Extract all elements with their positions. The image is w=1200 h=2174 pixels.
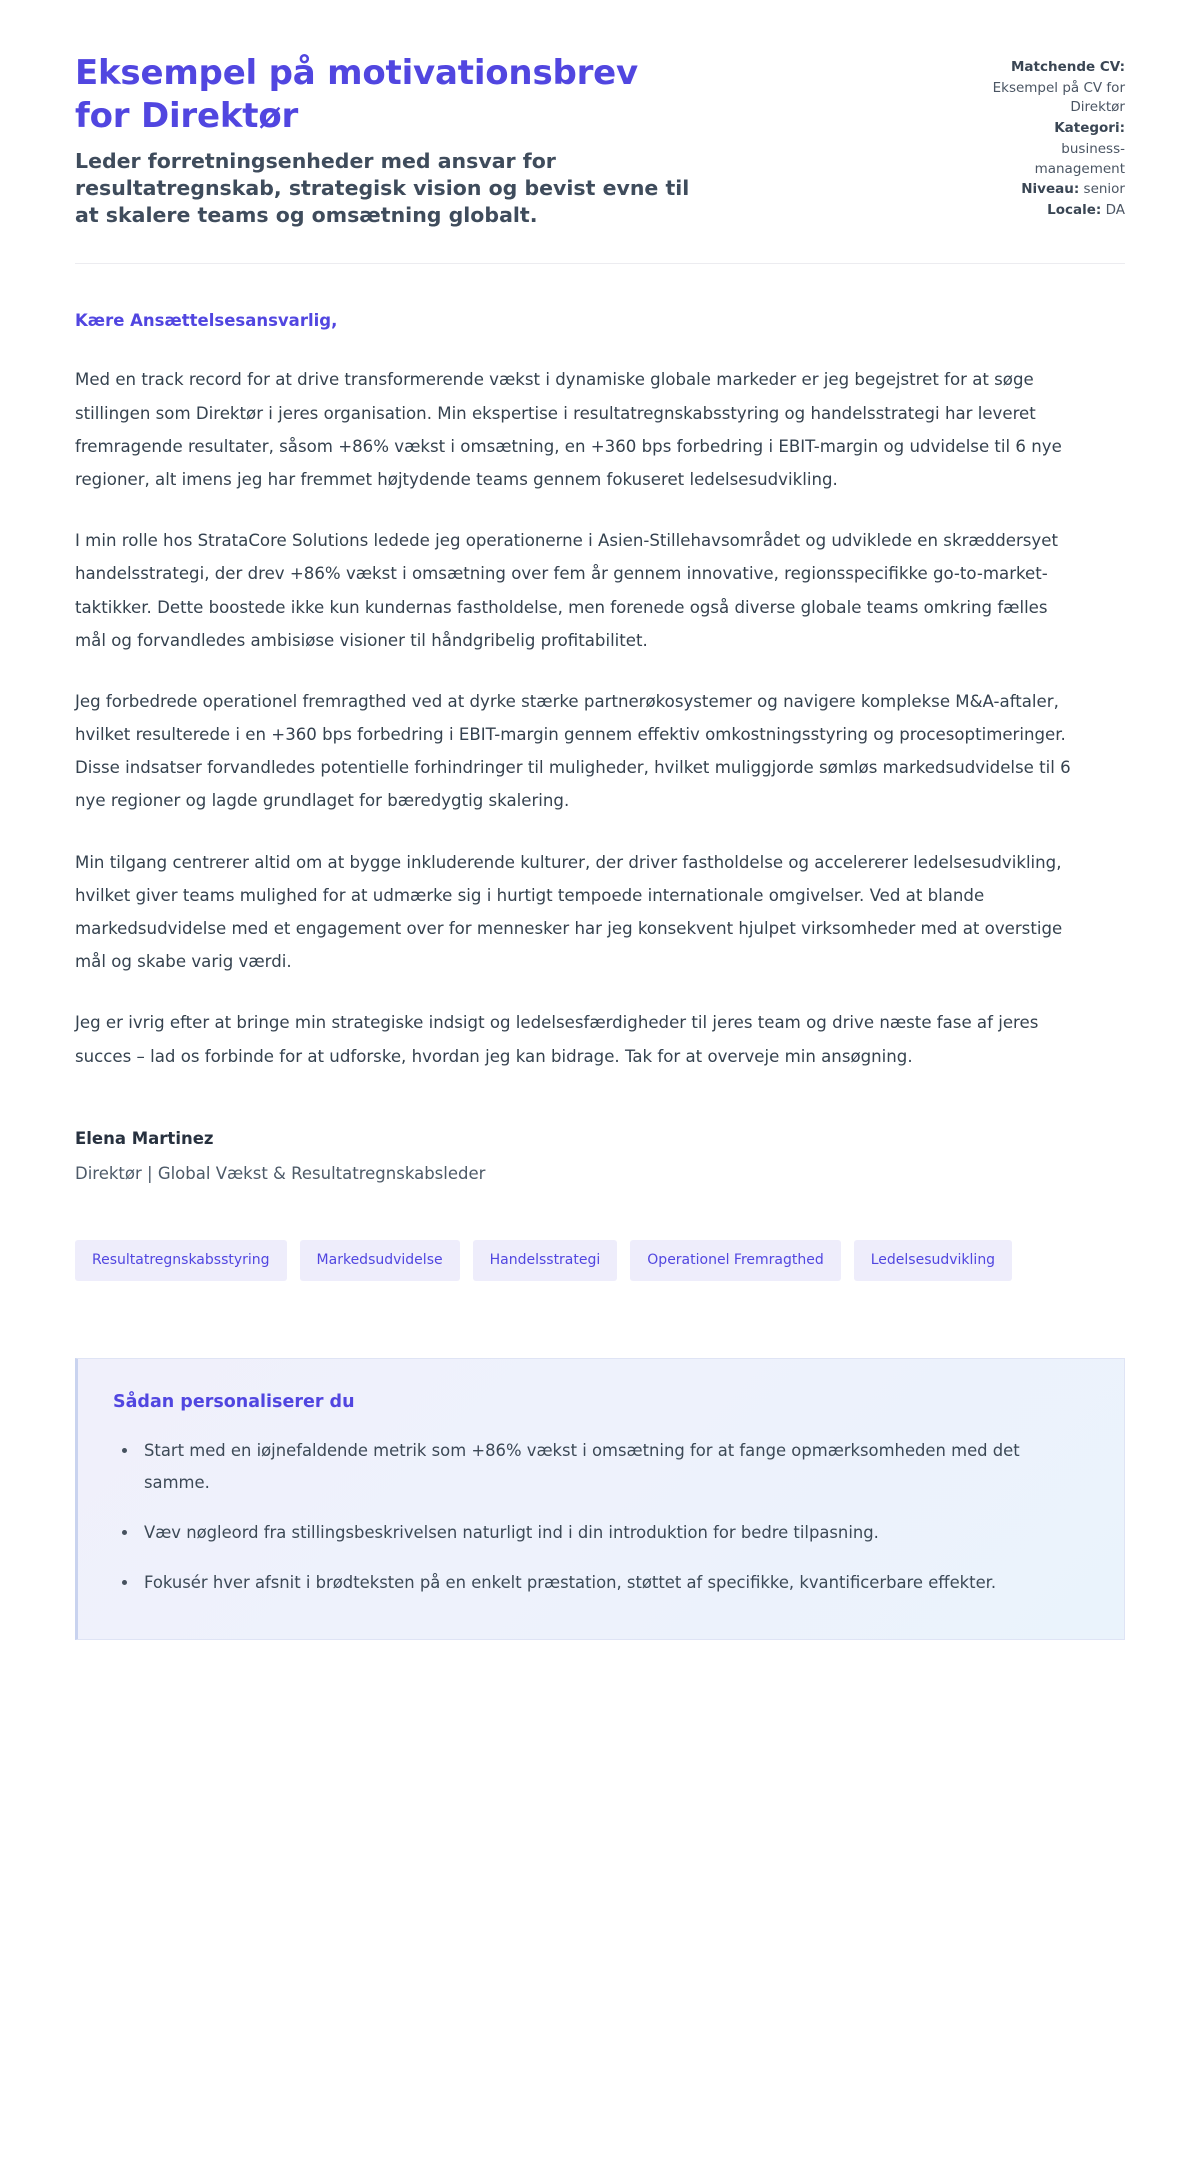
- tips-list: [113, 1435, 1084, 1599]
- meta-value-matching-cv[interactable]: Eksempel på CV for Direktør: [992, 79, 1125, 116]
- letter-paragraph-2: I min rolle hos StrataCore Solutions ledede jeg operationerne i Asien-Stillehavsområdet og udviklede en skræddersyet handelsstrategi, der drev +86% vækst i omsætning over fem år gennem innovative, regionsspecifikke go-to-market-taktikker. Dette boostede ikke kun kundernas fastholdelse, men forenede også diverse globale teams omkring fælles mål og forvandledes ambisiøse visioner til håndgribelig profitabilitet.: [75, 531, 1058, 650]
- tag-chip[interactable]: Resultatregnskabsstyring: [75, 1240, 287, 1281]
- metadata-panel: [975, 52, 1125, 222]
- meta-label-category: Kategori:: [1054, 120, 1125, 137]
- tips-list-item: Fokusér hver afsnit i brødteksten på en enkelt præstation, støttet af specifikke, kvantificerbare effekter.: [113, 1567, 1073, 1599]
- tag-chip[interactable]: Markedsudvidelse: [300, 1240, 460, 1281]
- page-title: Eksempel på motivationsbrev for Direktør: [75, 53, 639, 136]
- meta-value-category-row: [975, 140, 1125, 179]
- header-title-block: [75, 52, 845, 229]
- cover-letter-body: [75, 264, 1075, 1072]
- tag-chip[interactable]: Operationel Fremragthed: [630, 1240, 840, 1281]
- tips-list-item: Væv nøgleord fra stillingsbeskrivelsen naturligt ind i din introduktion for bedre tilpasning.: [113, 1517, 1073, 1549]
- tag-chip[interactable]: Handelsstrategi: [473, 1240, 618, 1281]
- letter-paragraph-3: Jeg forbedrede operationel fremragthed ved at dyrke stærke partnerøkosystemer og navigere komplekse M&A-aftaler, hvilket resulterede i en +360 bps forbedring i EBIT-margin gennem effektiv omkostningsstyring og procesoptimeringer. Disse indsatser forvandledes potentielle forhindringer til muligheder, hvilket muliggjorde sømløs markedsudvidelse til 6 nye regioner og lagde grundlaget for bæredygtig skalering.: [75, 691, 1071, 811]
- letter-paragraph-4: Min tilgang centrerer altid om at bygge inkluderende kulturer, der driver fastholdelse og accelererer ledelsesudvikling, hvilket giver teams mulighed for at udmærke sig i hurtigt tempoede internationale omgivelser. Ved at blande markedsudvidelse med et engagement over for mennesker har jeg konsekvent hjulpet virksomheder med at overstige mål og skabe varig værdi.: [75, 852, 1063, 972]
- letter-paragraph-1: Med en track record for at drive transformerende vækst i dynamiske globale markeder er jeg begejstret for at søge stillingen som Direktør i jeres organisation. Min ekspertise i resultatregnskabsstyring og handelsstrategi har leveret fremragende resultater, såsom +86% vækst i omsætning, en +360 bps forbedring i EBIT-margin og udvidelse til 6 nye regioner, alt imens jeg har fremmet højtydende teams gennem fokuseret ledelsesudvikling.: [75, 370, 1062, 489]
- personalization-tips-panel: [75, 1358, 1125, 1640]
- signature-role: Direktør | Global Vækst & Resultatregnskabsleder: [75, 1163, 486, 1183]
- meta-value-matching-cv-row: [975, 79, 1125, 118]
- letter-salutation: Kære Ansættelsesansvarlig,: [75, 311, 338, 331]
- meta-label-matching-cv: Matchende CV:: [1010, 59, 1125, 75]
- meta-value-locale: DA: [1105, 201, 1125, 218]
- signature-block: [75, 1129, 1125, 1183]
- tag-list: [75, 1240, 1110, 1281]
- meta-label-level: Niveau:: [1021, 181, 1080, 198]
- document-header: [75, 0, 1125, 229]
- meta-label-locale: Locale:: [1047, 201, 1102, 218]
- signature-name: Elena Martinez: [75, 1128, 214, 1148]
- meta-value-level: senior: [1083, 181, 1125, 198]
- tips-panel-title: Sådan personaliserer du: [113, 1391, 355, 1412]
- meta-row-category: [975, 119, 1125, 139]
- meta-row-locale: [975, 201, 1125, 221]
- tag-chip[interactable]: Ledelsesudvikling: [854, 1240, 1012, 1281]
- tips-list-item: Start med en iøjnefaldende metrik som +86% vækst i omsætning for at fange opmærksomheden med det samme.: [113, 1435, 1073, 1499]
- page-subtitle: Leder forretningsenheder med ansvar for resultatregnskab, strategisk vision og bevist evne til at skalere teams og omsætning globalt.: [75, 148, 690, 228]
- letter-paragraph-5: Jeg er ivrig efter at bringe min strategiske indsigt og ledelsesfærdigheder til jeres team og drive næste fase af jeres succes – lad os forbinde for at udforske, hvordan jeg kan bidrage. Tak for at overveje min ansøgning.: [75, 1013, 1039, 1066]
- meta-value-category: business-management: [1034, 140, 1125, 177]
- meta-row-matching-cv: [975, 58, 1125, 78]
- meta-row-level: [975, 180, 1125, 200]
